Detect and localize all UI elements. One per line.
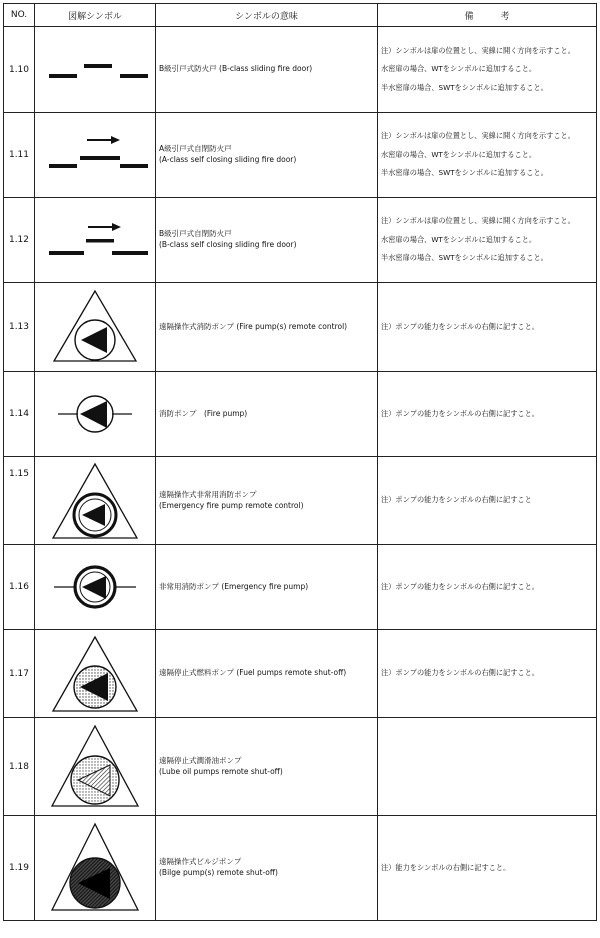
row-number: 1.14 bbox=[4, 372, 35, 457]
meaning-cell bbox=[156, 630, 378, 718]
row-number: 1.11 bbox=[4, 113, 35, 198]
row-number: 1.10 bbox=[4, 27, 35, 113]
meaning-text-en: (B-class sliding fire door) bbox=[219, 64, 313, 74]
meaning-text-en: (Emergency fire pump remote control) bbox=[159, 500, 304, 510]
table-row bbox=[4, 630, 597, 718]
table-row bbox=[4, 718, 597, 816]
meaning-text: B級引戸式自閉防火戸 bbox=[159, 229, 232, 239]
note-text: 注）シンボルは扉の位置とし、実線に開く方向を示すこと。 bbox=[381, 131, 575, 141]
bilge-pump-remote-symbol bbox=[40, 820, 150, 916]
b-class-self-closing-door-symbol bbox=[40, 215, 150, 265]
table-row bbox=[4, 113, 597, 198]
note-text: 半水密扉の場合、SWTをシンボルに追加すること。 bbox=[381, 253, 548, 263]
symbol-cell bbox=[35, 718, 156, 816]
meaning-text: 遠隔停止式燃料ポンプ (Fuel pumps remote shut-off) bbox=[159, 668, 347, 678]
meaning-text: 非常用消防ポンプ (Emergency fire pump) bbox=[159, 581, 309, 591]
lube-oil-pump-shutoff-symbol bbox=[40, 722, 150, 812]
note-text: 注）シンボルは扉の位置とし、実線に開く方向を示すこと。 bbox=[381, 45, 575, 55]
symbol-cell bbox=[35, 198, 156, 283]
meaning-text: A級引戸式自閉防火戸 bbox=[159, 144, 232, 154]
symbol-cell bbox=[35, 27, 156, 113]
fire-pump-symbol bbox=[40, 384, 150, 444]
symbol-cell bbox=[35, 113, 156, 198]
note-text: 水密扉の場合、WTをシンボルに追加すること。 bbox=[381, 234, 537, 244]
meaning-cell bbox=[156, 372, 378, 457]
meaning-text: 遠隔操作式非常用消防ポンプ bbox=[159, 489, 257, 499]
note-text: 注）ポンプの能力をシンボルの右側に記すこと bbox=[381, 495, 532, 505]
note-text: 注）ポンプの能力をシンボルの右側に記すこと。 bbox=[381, 408, 539, 418]
remarks-cell bbox=[378, 198, 597, 283]
remarks-cell bbox=[378, 372, 597, 457]
remarks-cell bbox=[378, 27, 597, 113]
row-number: 1.15 bbox=[4, 457, 35, 545]
meaning-text-en: (Lube oil pumps remote shut-off) bbox=[159, 766, 283, 776]
symbol-cell bbox=[35, 457, 156, 545]
fire-pump-remote-symbol bbox=[40, 287, 150, 367]
remarks-cell bbox=[378, 630, 597, 718]
meaning-text-en: (A-class self closing sliding fire door) bbox=[159, 155, 297, 164]
fuel-pump-shutoff-symbol bbox=[40, 633, 150, 715]
table-row bbox=[4, 372, 597, 457]
emergency-fire-pump-remote-symbol bbox=[40, 460, 150, 542]
symbol-cell bbox=[35, 816, 156, 921]
a-class-self-closing-door-symbol bbox=[40, 130, 150, 180]
symbol-cell bbox=[35, 283, 156, 372]
table-row bbox=[4, 457, 597, 545]
meaning-cell bbox=[156, 718, 378, 816]
note-text: 水密扉の場合、WTをシンボルに追加すること。 bbox=[381, 149, 537, 159]
table-row bbox=[4, 27, 597, 113]
row-number: 1.12 bbox=[4, 198, 35, 283]
symbol-cell bbox=[35, 545, 156, 630]
table-header-row bbox=[4, 4, 597, 27]
remarks-cell bbox=[378, 816, 597, 921]
header-remarks: 備 考 bbox=[378, 4, 597, 27]
header-meaning: シンボルの意味 bbox=[156, 4, 378, 27]
emergency-fire-pump-symbol bbox=[40, 557, 150, 617]
remarks-cell bbox=[378, 718, 597, 816]
meaning-cell bbox=[156, 545, 378, 630]
meaning-cell bbox=[156, 113, 378, 198]
table-row bbox=[4, 198, 597, 283]
meaning-cell bbox=[156, 283, 378, 372]
symbol-cell bbox=[35, 372, 156, 457]
meaning-text: 遠隔操作式ビルジポンプ bbox=[159, 857, 242, 867]
b-class-sliding-door-symbol bbox=[40, 50, 150, 90]
table-row bbox=[4, 545, 597, 630]
meaning-text: 遠隔停止式潤滑油ポンプ bbox=[159, 755, 242, 765]
remarks-cell bbox=[378, 545, 597, 630]
note-text: 注）ポンプの能力をシンボルの右側に記すこと。 bbox=[381, 668, 539, 678]
table-row bbox=[4, 816, 597, 921]
row-number: 1.17 bbox=[4, 630, 35, 718]
meaning-text: 消防ポンプ (Fire pump) bbox=[159, 408, 248, 418]
meaning-cell bbox=[156, 816, 378, 921]
remarks-cell bbox=[378, 457, 597, 545]
meaning-cell bbox=[156, 198, 378, 283]
remarks-cell bbox=[378, 283, 597, 372]
symbol-table bbox=[3, 3, 597, 921]
note-text: 半水密扉の場合、SWTをシンボルに追加すること。 bbox=[381, 82, 548, 92]
symbol-cell bbox=[35, 630, 156, 718]
meaning-cell bbox=[156, 27, 378, 113]
table-row bbox=[4, 283, 597, 372]
row-number: 1.18 bbox=[4, 718, 35, 816]
meaning-text: 遠隔操作式消防ポンプ (Fire pump(s) remote control) bbox=[159, 321, 348, 331]
row-number: 1.16 bbox=[4, 545, 35, 630]
header-no: NO. bbox=[4, 4, 35, 27]
meaning-text-en: (B-class self closing sliding fire door) bbox=[159, 240, 297, 249]
note-text: 半水密扉の場合、SWTをシンボルに追加すること。 bbox=[381, 168, 548, 178]
note-text: 注）能力をシンボルの右側に記すこと。 bbox=[381, 862, 511, 872]
header-symbol: 図解シンボル bbox=[35, 4, 156, 27]
meaning-cell bbox=[156, 457, 378, 545]
remarks-cell bbox=[378, 113, 597, 198]
row-number: 1.19 bbox=[4, 816, 35, 921]
note-text: 注）シンボルは扉の位置とし、実線に開く方向を示すこと。 bbox=[381, 216, 575, 226]
note-text: 注）ポンプの能力をシンボルの右側に記すこと。 bbox=[381, 321, 539, 331]
row-number: 1.13 bbox=[4, 283, 35, 372]
note-text: 水密扉の場合、WTをシンボルに追加すること。 bbox=[381, 64, 537, 74]
note-text: 注）ポンプの能力をシンボルの右側に記すこと。 bbox=[381, 581, 539, 591]
meaning-text-en: (Bilge pump(s) remote shut-off) bbox=[159, 868, 278, 877]
meaning-text: B級引戸式防火戸 bbox=[159, 64, 217, 74]
